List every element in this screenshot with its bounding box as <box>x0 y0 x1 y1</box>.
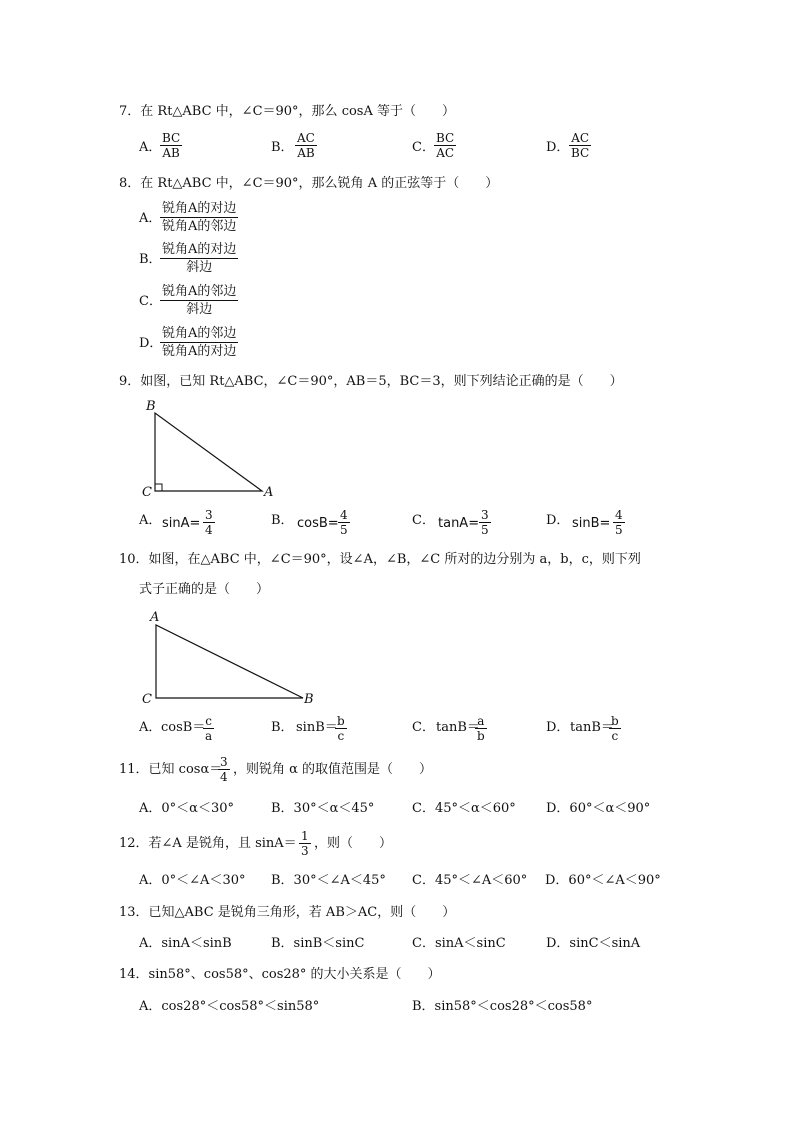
q8-option-c-letter: C． <box>139 294 162 309</box>
denominator: 4 <box>220 770 228 784</box>
numerator: a <box>477 714 485 728</box>
q7-option-d-letter: D． <box>546 140 570 155</box>
q9-option-d-expr: sinB= <box>572 516 611 531</box>
numerator: 1 <box>301 829 309 843</box>
q10-label-b: B <box>304 692 314 707</box>
q8-option-b-letter: B． <box>139 252 162 267</box>
q9-option-c-expr: tanA= <box>438 516 480 531</box>
q9-option-c-letter: C． <box>412 513 435 528</box>
q7-option-b-letter: B． <box>271 140 294 155</box>
q7-stem: 7．在 Rt△ABC 中，∠C＝90°，那么 cosA 等于（ ） <box>119 104 455 119</box>
q9-right-angle-mark <box>155 484 162 491</box>
q13-option-b: B．sinB＜sinC <box>271 936 365 951</box>
q10-option-d-expr: tanB＝ <box>570 720 614 735</box>
q8-option-a-fraction <box>160 200 238 235</box>
q12-option-a: A．0°＜∠A＜30° <box>139 873 246 888</box>
q9-option-b-expr: cosB= <box>297 516 339 531</box>
q9-triangle <box>155 413 262 491</box>
denominator: 5 <box>615 523 623 537</box>
q11-option-d: D．60°＜α＜90° <box>546 801 651 816</box>
numerator: 锐角A的邻边 <box>162 284 237 299</box>
q10-option-d-fraction <box>609 714 621 743</box>
q9-option-d-letter: D． <box>546 513 570 528</box>
denominator: 斜边 <box>160 258 238 276</box>
q14-option-b: B．sin58°＜cos28°＜cos58° <box>412 999 593 1014</box>
q9-option-a-fraction <box>203 508 215 537</box>
denominator: 4 <box>205 523 213 537</box>
denominator: 斜边 <box>160 300 238 318</box>
q12-option-c: C．45°＜∠A＜60° <box>412 873 528 888</box>
q8-option-b-fraction <box>160 241 238 276</box>
q10-label-a: A <box>150 610 160 625</box>
numerator: 4 <box>615 508 623 522</box>
q14-option-a: A．cos28°＜cos58°＜sin58° <box>139 999 320 1014</box>
denominator: 锐角A的对边 <box>162 344 237 359</box>
q13-option-a: A．sinA＜sinB <box>139 936 232 951</box>
numerator: AC <box>571 131 590 145</box>
q9-stem: 9．如图，已知 Rt△ABC，∠C＝90°，AB＝5，BC＝3，则下列结论正确的是（ ） <box>119 374 623 389</box>
q10-stem-line2: 式子正确的是（ ） <box>139 582 270 597</box>
numerator: 锐角A的对边 <box>162 242 237 257</box>
denominator: 锐角A的邻边 <box>162 219 237 234</box>
q10-option-c-fraction <box>475 714 487 743</box>
q12-option-b: B．30°＜∠A＜45° <box>271 873 386 888</box>
q11-option-c: C．45°＜α＜60° <box>412 801 516 816</box>
q11-fraction <box>218 755 230 784</box>
q9-option-c-fraction <box>479 508 491 537</box>
q10-triangle <box>156 625 303 698</box>
denominator: 3 <box>301 844 309 858</box>
numerator: BC <box>162 131 181 145</box>
numerator: 锐角A的对边 <box>162 201 237 216</box>
q9-option-a-expr: sinA= <box>162 516 201 531</box>
q7-option-a-fraction <box>160 131 182 160</box>
q13-stem: 13．已知△ABC 是锐角三角形，若 AB＞AC，则（ ） <box>119 905 456 920</box>
q10-option-b-expr: sinB＝ <box>296 720 338 735</box>
denominator: 5 <box>481 523 489 537</box>
numerator: b <box>337 714 345 728</box>
q10-option-a-letter: A． <box>139 720 162 735</box>
q10-option-a-fraction <box>203 714 214 743</box>
numerator: c <box>205 714 212 728</box>
q9-option-b-fraction <box>338 508 350 537</box>
q9-label-b: B <box>146 399 156 414</box>
q10-option-c-expr: tanB＝ <box>436 720 480 735</box>
denominator: 5 <box>340 523 348 537</box>
q8-option-a-letter: A． <box>139 211 162 226</box>
denominator: a <box>205 729 213 743</box>
denominator: AB <box>295 145 317 160</box>
q10-label-c: C <box>142 692 152 707</box>
numerator: 锐角A的邻边 <box>162 326 237 341</box>
q7-option-c-letter: C． <box>412 140 435 155</box>
q7-option-d-fraction <box>569 131 591 160</box>
q10-stem-line1: 10．如图，在△ABC 中，∠C＝90°，设∠A，∠B，∠C 所对的边分别为 a，b，c，则下列 <box>119 552 641 567</box>
q9-label-c: C <box>142 485 152 500</box>
q11-option-b: B．30°＜α＜45° <box>271 801 375 816</box>
q8-option-d-fraction <box>160 325 238 360</box>
q9-label-a: A <box>264 485 274 500</box>
denominator: c <box>609 728 621 743</box>
q9-option-b-letter: B． <box>271 513 294 528</box>
q8-stem: 8．在 Rt△ABC 中，∠C＝90°，那么锐角 A 的正弦等于（ ） <box>119 176 499 191</box>
q13-option-d: D．sinC＜sinA <box>546 936 641 951</box>
numerator: 3 <box>220 755 228 769</box>
q11-stem-post: ，则锐角 α 的取值范围是（ ） <box>233 762 433 777</box>
q12-option-d: D．60°＜∠A＜90° <box>545 873 661 888</box>
q9-option-a-letter: A． <box>139 513 162 528</box>
q11-option-a: A．0°＜α＜30° <box>139 801 234 816</box>
q12-stem-pre: 12．若∠A 是锐角，且 sinA＝ <box>119 836 297 851</box>
denominator: AB <box>160 145 182 160</box>
q12-fraction <box>299 829 311 858</box>
numerator: AC <box>297 131 315 145</box>
q8-option-d-letter: D． <box>139 336 163 351</box>
q8-option-c-fraction <box>160 283 238 318</box>
denominator: AC <box>434 145 456 160</box>
denominator: b <box>477 729 485 743</box>
q7-option-b-fraction <box>295 131 317 160</box>
q10-option-a-expr: cosB＝ <box>161 720 206 735</box>
denominator: BC <box>571 146 590 160</box>
q10-option-d-letter: D． <box>546 720 570 735</box>
q12-stem-post: ，则（ ） <box>314 836 393 851</box>
q10-option-c-letter: C． <box>412 720 435 735</box>
numerator: 3 <box>481 508 489 522</box>
q10-option-b-fraction <box>335 714 347 743</box>
q9-option-d-fraction <box>613 508 625 537</box>
numerator: 4 <box>340 508 348 522</box>
denominator: c <box>335 728 347 743</box>
numerator: b <box>611 714 619 728</box>
q7-option-c-fraction <box>434 131 456 160</box>
q10-option-b-letter: B． <box>271 720 294 735</box>
q11-stem-pre: 11．已知 cosα＝ <box>119 762 223 777</box>
q13-option-c: C．sinA＜sinC <box>412 936 506 951</box>
q14-stem: 14．sin58°、cos58°、cos28° 的大小关系是（ ） <box>119 967 441 982</box>
numerator: BC <box>436 131 455 145</box>
q7-option-a-letter: A． <box>139 140 162 155</box>
numerator: 3 <box>205 508 213 522</box>
